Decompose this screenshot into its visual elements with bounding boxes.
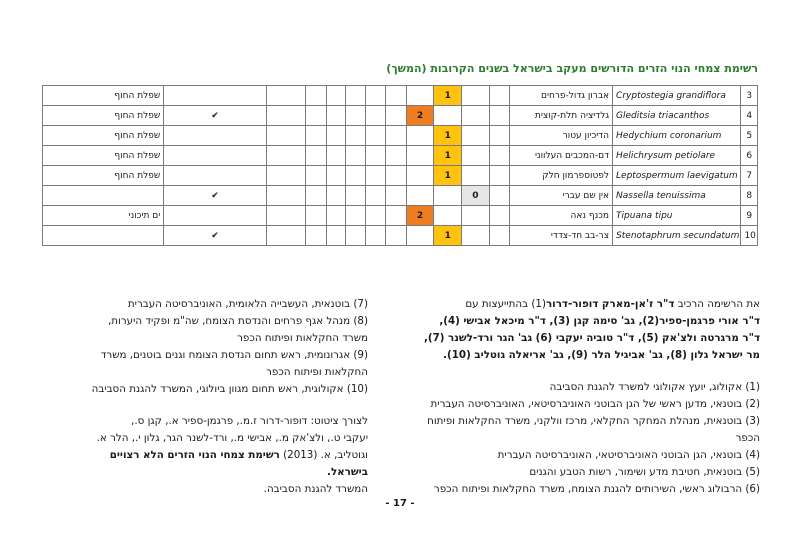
level-cell	[462, 146, 490, 166]
affiliation-note: (4) בוטנאי, הגן הבוטני האוניברסיטאי, האוניברסיטה העברית	[497, 449, 760, 461]
empty-cell	[305, 146, 326, 166]
row-index-cell: 7	[741, 166, 758, 186]
table-row	[43, 206, 758, 226]
level-cell	[406, 126, 434, 146]
row-index-cell: 10	[741, 226, 758, 246]
hebrew-name-cell: הדיכיון עטור	[510, 126, 613, 146]
empty-cell	[305, 206, 326, 226]
region-cell: שפלת החוף	[43, 126, 164, 146]
empty-cell	[326, 186, 346, 206]
scientific-name-cell: Nassella tenuissima	[613, 186, 741, 206]
intro-line-3: ד"ר מרגרטה ולצ'אק (5), ד"ר טוביה יעקבי (6) גב' הגר ורד-לשנר (7),	[423, 332, 760, 344]
empty-cell	[266, 86, 305, 106]
check-cell	[164, 126, 267, 146]
level-cell	[406, 146, 434, 166]
table-row	[43, 126, 758, 146]
empty-cell	[326, 166, 346, 186]
empty-cell	[386, 206, 407, 226]
citation-line: לצורך ציטוט: דופור-דרור ז.מ., פרגמן-ספיר א., קגן ס.,	[131, 415, 368, 427]
page-number: - 17 -	[385, 498, 415, 509]
level-cell: 2	[406, 206, 434, 226]
region-cell: שפלת החוף	[43, 166, 164, 186]
affiliation-note: (10) אקולוגית, ראש תחום מגוון ביולוגי, המשרד להגנת הסביבה	[91, 383, 368, 395]
empty-cell	[386, 166, 407, 186]
empty-cell	[305, 166, 326, 186]
check-cell: ✔	[164, 226, 267, 246]
citation-line: וגוטליב, א. (2013) רשימת צמחי הנוי הזרים הלא רצויים בישראל.	[109, 449, 368, 478]
empty-cell	[326, 206, 346, 226]
region-cell: שפלת החוף	[43, 146, 164, 166]
citation-line: המשרד להגנת הסביבה.	[263, 483, 368, 495]
empty-cell	[386, 186, 407, 206]
region-cell: שפלת החוף	[43, 106, 164, 126]
intro-line-2: ד"ר אורי פרגמן-ספיר(2), גב' סימה קגן (3), ד"ר מיכאל אבישי (4),	[439, 315, 760, 327]
empty-cell	[326, 146, 346, 166]
level-cell: 0	[462, 186, 490, 206]
scientific-name-cell: Stenotaphrum secundatum	[613, 226, 741, 246]
empty-cell	[266, 226, 305, 246]
table-row	[43, 186, 758, 206]
affiliation-note: משרד החקלאות ופיתוח הכפר	[237, 332, 368, 344]
region-cell	[43, 186, 164, 206]
level-cell	[406, 86, 434, 106]
affiliation-note: (3) בוטנאית, מנהלת המחקר החקלאי, מרכז וולקני, משרד החקלאות ופיתוח הכפר	[427, 415, 760, 444]
intro-line-1: את הרשימה הרכיב ד"ר ז'אן-מארק דופור-דרור(1) בהתייעצות עם	[465, 298, 760, 310]
citation	[68, 413, 368, 498]
empty-cell	[365, 206, 386, 226]
table-row	[43, 226, 758, 246]
affiliation-note: (7) בוטנאית, העשבייה הלאומית, האוניברסיטה העברית	[127, 298, 368, 310]
empty-cell	[489, 86, 510, 106]
region-cell: שפלת החוף	[43, 86, 164, 106]
empty-cell	[305, 126, 326, 146]
hebrew-name-cell: גלדיציה תלת-קוצית	[510, 106, 613, 126]
level-cell	[406, 186, 434, 206]
empty-cell	[489, 126, 510, 146]
hebrew-name-cell: צר-בב חד-צדדי	[510, 226, 613, 246]
row-index-cell: 4	[741, 106, 758, 126]
row-index-cell: 6	[741, 146, 758, 166]
empty-cell	[386, 226, 407, 246]
hebrew-name-cell: מכנף נאה	[510, 206, 613, 226]
empty-cell	[305, 226, 326, 246]
hebrew-name-cell: דם-המכבים העלווני	[510, 146, 613, 166]
intro-line-4: מר ישראל גלון (8), גב' אביגיל הלר (9), גב' אריאלה גוטליב (10).	[443, 349, 760, 361]
empty-cell	[326, 226, 346, 246]
table-row	[43, 166, 758, 186]
scientific-name-cell: Helichrysum petiolare	[613, 146, 741, 166]
empty-cell	[346, 126, 366, 146]
empty-cell	[326, 106, 346, 126]
empty-cell	[305, 86, 326, 106]
table-row	[43, 106, 758, 126]
empty-cell	[386, 106, 407, 126]
affiliation-note: (1) אקולוג, יועץ אקולוגי למשרד להגנת הסביבה	[549, 381, 760, 393]
check-cell: ✔	[164, 186, 267, 206]
empty-cell	[386, 126, 407, 146]
empty-cell	[326, 86, 346, 106]
level-cell: 1	[434, 226, 462, 246]
scientific-name-cell: Tipuana tipu	[613, 206, 741, 226]
level-cell: 1	[434, 86, 462, 106]
empty-cell	[489, 166, 510, 186]
scientific-name-cell: Hedychium coronarium	[613, 126, 741, 146]
level-cell	[434, 186, 462, 206]
empty-cell	[346, 226, 366, 246]
affiliation-note: (8) מנהל אגף פרחים והנדסת הצומח, שה"מ ופקיד היערות,	[107, 315, 368, 327]
level-cell	[462, 206, 490, 226]
check-cell	[164, 146, 267, 166]
empty-cell	[326, 126, 346, 146]
hebrew-name-cell: אברון גדול-פרחים	[510, 86, 613, 106]
empty-cell	[346, 146, 366, 166]
affiliations-citation-column	[68, 296, 368, 498]
empty-cell	[489, 206, 510, 226]
check-cell	[164, 206, 267, 226]
empty-cell	[365, 186, 386, 206]
empty-cell	[365, 86, 386, 106]
species-table	[42, 85, 758, 246]
level-cell: 1	[434, 166, 462, 186]
affiliation-note: (9) אגרונומית, ראש תחום הנדסת הצומח וגנים בוטנים, משרד	[100, 349, 368, 361]
empty-cell	[346, 86, 366, 106]
level-cell: 1	[434, 126, 462, 146]
level-cell	[462, 86, 490, 106]
level-cell	[462, 106, 490, 126]
empty-cell	[386, 146, 407, 166]
empty-cell	[365, 126, 386, 146]
empty-cell	[305, 186, 326, 206]
region-cell: ים תיכוני	[43, 206, 164, 226]
empty-cell	[266, 126, 305, 146]
region-cell	[43, 226, 164, 246]
page-title: רשימת צמחי הנוי הזרים הדורשים מעקב בישראל בשנים הקרובות (המשך)	[386, 62, 758, 75]
empty-cell	[489, 186, 510, 206]
table-row	[43, 86, 758, 106]
empty-cell	[266, 186, 305, 206]
level-cell	[462, 226, 490, 246]
level-cell: 1	[434, 146, 462, 166]
scientific-name-cell: Cryptostegia grandiflora	[613, 86, 741, 106]
scientific-name-cell: Leptospermum laevigatum	[613, 166, 741, 186]
empty-cell	[346, 206, 366, 226]
level-cell	[462, 126, 490, 146]
empty-cell	[365, 226, 386, 246]
empty-cell	[365, 106, 386, 126]
citation-line: יעקבי ט., ולצ'אק מ., אבישי מ., ורד-לשנר הגר, גלון י., הלר א.	[96, 432, 368, 444]
check-cell	[164, 86, 267, 106]
level-cell	[434, 106, 462, 126]
empty-cell	[365, 166, 386, 186]
empty-cell	[266, 206, 305, 226]
empty-cell	[266, 166, 305, 186]
hebrew-name-cell: אין שם עברי	[510, 186, 613, 206]
empty-cell	[489, 226, 510, 246]
level-cell	[462, 166, 490, 186]
check-cell	[164, 166, 267, 186]
empty-cell	[266, 106, 305, 126]
row-index-cell: 9	[741, 206, 758, 226]
empty-cell	[266, 146, 305, 166]
empty-cell	[346, 186, 366, 206]
affiliation-note: (5) בוטנאית, חטיבת מדע ושימור, רשות הטבע והגנים	[529, 466, 760, 478]
empty-cell	[386, 86, 407, 106]
empty-cell	[489, 146, 510, 166]
check-cell: ✔	[164, 106, 267, 126]
affiliation-note: (6) הרבולוג ראשי, השירותים להגנת הצומח, משרד החקלאות ופיתוח הכפר	[433, 483, 760, 495]
level-cell	[406, 166, 434, 186]
scientific-name-cell: Gleditsia triacanthos	[613, 106, 741, 126]
contributors-column	[405, 296, 760, 498]
empty-cell	[365, 146, 386, 166]
level-cell	[434, 206, 462, 226]
table-row	[43, 146, 758, 166]
empty-cell	[305, 106, 326, 126]
level-cell	[406, 226, 434, 246]
empty-cell	[346, 106, 366, 126]
empty-cell	[346, 166, 366, 186]
hebrew-name-cell: לפטוספרמון חלק	[510, 166, 613, 186]
row-index-cell: 3	[741, 86, 758, 106]
row-index-cell: 5	[741, 126, 758, 146]
empty-cell	[489, 106, 510, 126]
row-index-cell: 8	[741, 186, 758, 206]
affiliation-note: (2) בוטנאי, מדען ראשי של הגן הבוטני האוניברסיטאי, האוניברסיטה העברית	[430, 398, 760, 410]
level-cell: 2	[406, 106, 434, 126]
contributors-intro	[405, 296, 760, 364]
affiliation-note: החקלאות ופיתוח הכפר	[266, 366, 368, 378]
